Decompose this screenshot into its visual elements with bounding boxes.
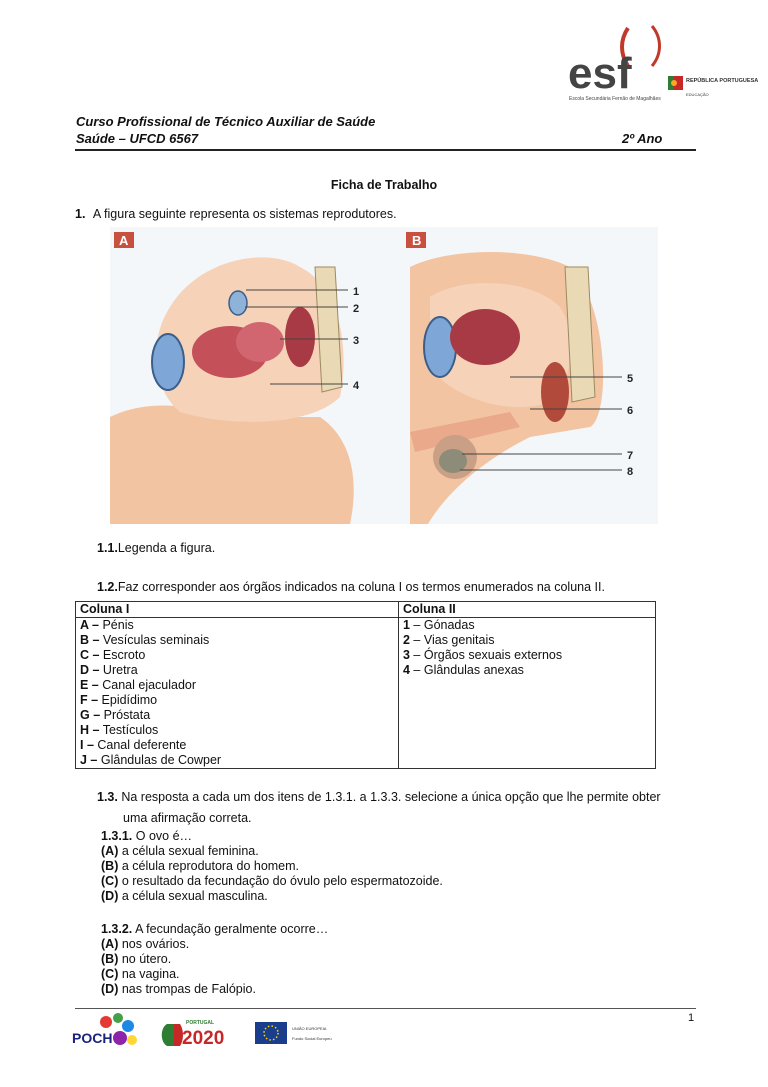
list-item: J – Glândulas de Cowper: [80, 753, 222, 767]
list-item: H – Testículos: [80, 723, 159, 737]
list-item: C – Escroto: [80, 648, 146, 662]
header-rule: [75, 149, 696, 151]
panel-a-label: A: [119, 233, 129, 248]
question-text: Na resposta a cada um dos itens de 1.3.1. a 1.3.3. selecione a única opção que lhe permite obter: [121, 790, 661, 804]
matching-table: [75, 601, 656, 769]
list-item: 3 – Órgãos sexuais externos: [403, 648, 563, 662]
poch-logo-text: POCH: [72, 1030, 113, 1046]
esf-logo-text: esf: [568, 49, 632, 98]
column-2-header: Coluna II: [399, 602, 656, 618]
question-stem: A fecundação geralmente ocorre…: [132, 922, 329, 936]
eu-flag-icon: [255, 1022, 287, 1044]
column-1-header: Coluna I: [76, 602, 399, 618]
list-item: E – Canal ejaculador: [80, 678, 197, 692]
figure-label-4: 4: [353, 380, 360, 392]
eu-sub-text: Fundo Social Europeu: [292, 1036, 332, 1041]
list-item: I – Canal deferente: [80, 738, 187, 752]
ufcd-label: Saúde – UFCD 6567: [76, 131, 199, 146]
question-number: 1.2.: [97, 580, 118, 594]
question-1-3: [97, 787, 697, 829]
school-logo: [566, 18, 759, 110]
sheet-title: Ficha de Trabalho: [330, 178, 438, 192]
option-c: (C) o resultado da fecundação do óvulo pelo espermatozoide.: [101, 874, 443, 888]
question-number: 1.3.2.: [101, 922, 133, 936]
year-label: 2º Ano: [622, 131, 663, 146]
list-item: 1 – Gónadas: [403, 618, 475, 632]
question-text: Legenda a figura.: [117, 541, 216, 555]
list-item: G – Próstata: [80, 708, 151, 722]
republic-sub: EDUCAÇÃO: [686, 92, 709, 97]
footer-rule: [75, 1008, 696, 1009]
panel-b-label: B: [412, 233, 422, 248]
option-a: (A) a célula sexual feminina.: [101, 844, 259, 858]
question-number: 1.: [75, 207, 86, 221]
figure-label-3: 3: [353, 335, 360, 347]
list-item: F – Epidídimo: [80, 693, 158, 707]
list-item: B – Vesículas seminais: [80, 633, 210, 647]
column-2-list: [399, 618, 656, 769]
option-b: (B) a célula reprodutora do homem.: [101, 859, 300, 873]
figure-label-7: 7: [627, 450, 634, 462]
question-1-3-1: [101, 829, 443, 904]
option-d: (D) a célula sexual masculina.: [101, 889, 268, 903]
column-1-list: [76, 618, 399, 769]
p2020-text: 2020: [182, 1028, 225, 1049]
question-1-2: [97, 580, 605, 594]
question-text: A figura seguinte representa os sistemas reprodutores.: [92, 207, 397, 221]
page-number: 1: [688, 1012, 695, 1024]
republic-text: REPÚBLICA PORTUGUESA: [686, 78, 759, 84]
question-number: 1.3.: [97, 790, 118, 804]
question-1-1: [97, 541, 215, 555]
list-item: D – Uretra: [80, 663, 138, 677]
reproductive-systems-figure: [110, 227, 658, 524]
question-text: Faz corresponder aos órgãos indicados na coluna I os termos enumerados na coluna II.: [117, 580, 605, 594]
school-name: Escola Secundária Fernão de Magalhães: [569, 96, 661, 102]
option-a: (A) nos ovários.: [101, 937, 190, 951]
option-d: (D) nas trompas de Falópio.: [101, 982, 256, 996]
figure-label-5: 5: [627, 373, 634, 385]
list-item: 4 – Glândulas anexas: [403, 663, 524, 677]
figure-label-2: 2: [353, 303, 360, 315]
eu-text: UNIÃO EUROPEIA: [292, 1026, 327, 1031]
option-b: (B) no útero.: [101, 952, 172, 966]
question-text-continued: uma afirmação correta.: [123, 811, 252, 825]
figure-label-8: 8: [627, 466, 634, 478]
course-title: Curso Profissional de Técnico Auxiliar de Saúde: [76, 114, 376, 129]
list-item: A – Pénis: [80, 618, 134, 632]
portugal-text: PORTUGAL: [186, 1020, 215, 1026]
figure-label-6: 6: [627, 405, 634, 417]
question-number: 1.3.1.: [101, 829, 133, 843]
question-number: 1.1.: [97, 541, 118, 555]
figure-label-1: 1: [353, 286, 360, 298]
question-1: [75, 207, 397, 221]
list-item: 2 – Vias genitais: [403, 633, 495, 647]
option-c: (C) na vagina.: [101, 967, 180, 981]
footer-logos: [72, 1010, 352, 1055]
question-1-3-2: [101, 922, 328, 997]
question-stem: O ovo é…: [132, 829, 193, 843]
